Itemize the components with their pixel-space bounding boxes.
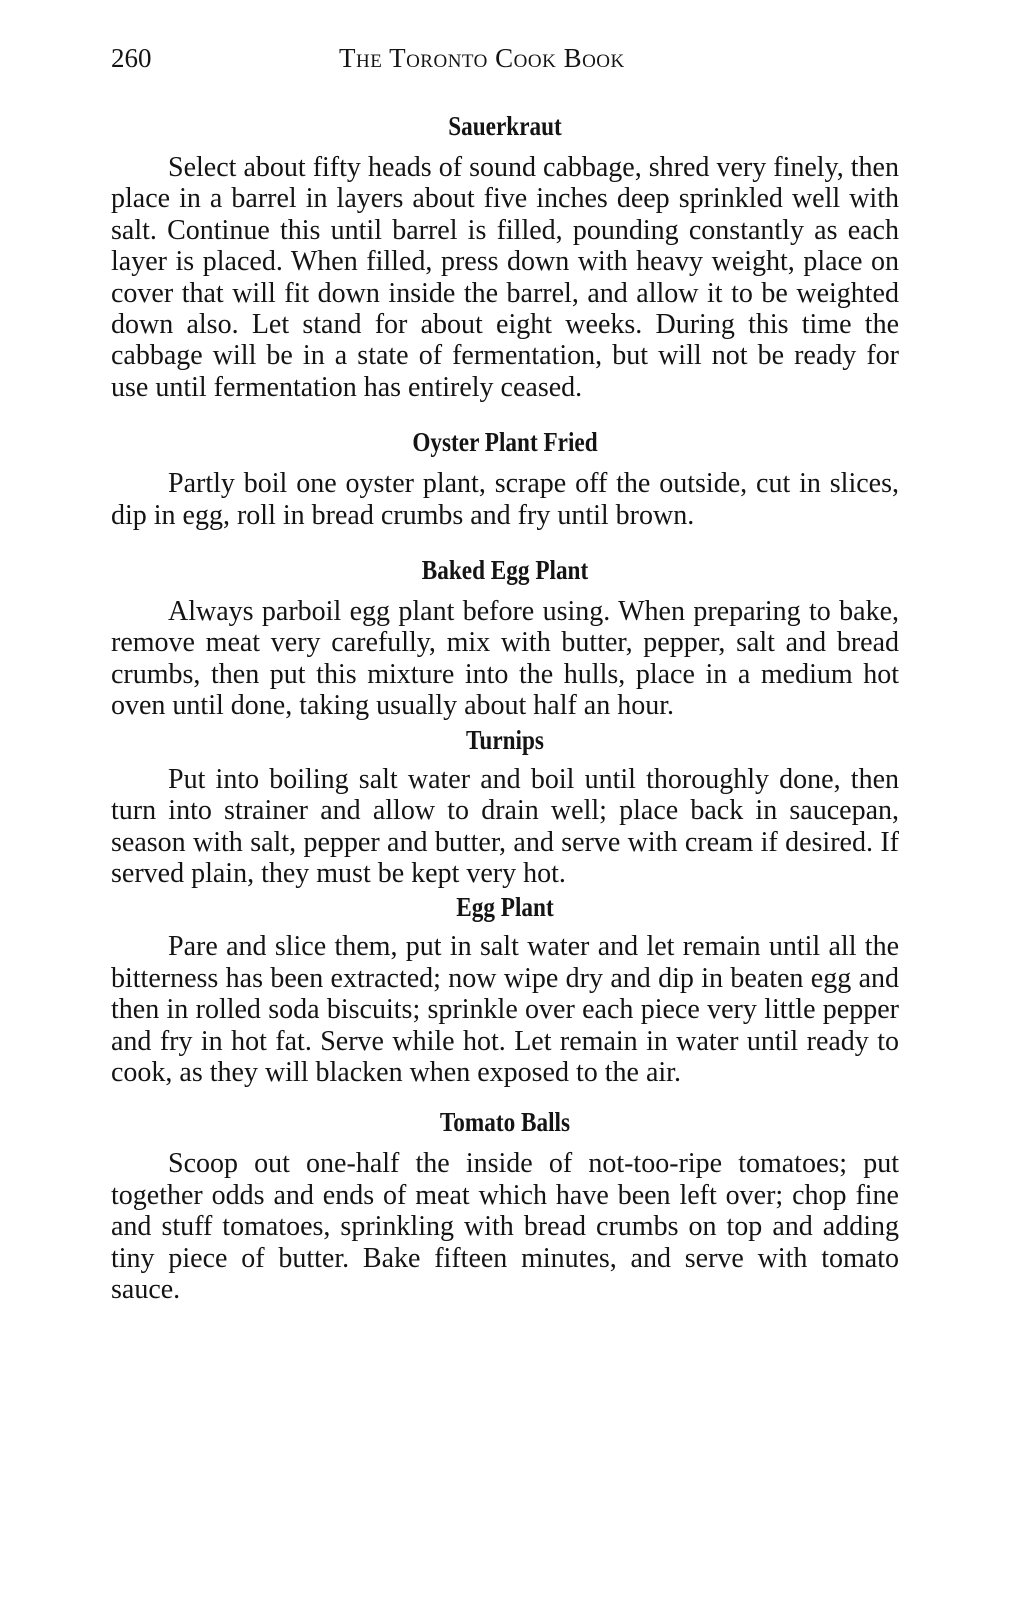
recipe-title: Baked Egg Plant [421, 555, 589, 586]
recipe-body: Put into boiling salt water and boil until thoroughly done, then turn into strainer and allow to drain well; place back in saucepan, season with salt, pepper and butter, and serve with cream if desired. If served plain, they must be kept very hot. [111, 763, 899, 889]
book-title: The Toronto Cook Book [339, 43, 625, 73]
recipe-baked-egg-plant [111, 554, 899, 722]
recipe-tomato-balls [111, 1106, 899, 1305]
recipe-turnips [111, 724, 899, 890]
recipe-egg-plant [111, 891, 899, 1088]
book-page [111, 36, 899, 1305]
page-number: 260 [111, 43, 152, 73]
recipe-sauerkraut [111, 110, 899, 403]
running-head [111, 36, 899, 80]
recipe-body: Pare and slice them, put in salt water and let remain until all the bitterness has been extracted; now wipe dry and dip in beaten egg and then in rolled soda biscuits; sprinkle over each piece very little pepper and fry in hot fat. Serve while hot. Let remain in water until ready to cook, as they will blacken when exposed to the air. [111, 931, 899, 1088]
recipe-title: Oyster Plant Fried [412, 427, 598, 458]
recipe-body: Partly boil one oyster plant, scrape off the outside, cut in slices, dip in egg, roll in bread crumbs and fry until brown. [111, 468, 899, 531]
recipe-body: Select about fifty heads of sound cabbage, shred very finely, then place in a barrel in layers about five inches deep sprinkled well with salt. Continue this until barrel is filled, pounding constantly as each layer is placed. When filled, press down with heavy weight, place on cover that will fit down inside the barrel, and allow it to be weighted down also. Let stand for about eight weeks. During this time the cabbage will be in a state of fermentation, but will not be ready for use until fermentation has entirely ceased. [111, 152, 899, 403]
recipe-title: Tomato Balls [439, 1107, 571, 1138]
recipe-oyster-plant-fried [111, 426, 899, 531]
recipe-title: Turnips [466, 724, 544, 755]
recipe-title: Egg Plant [456, 892, 554, 923]
recipe-body: Always parboil egg plant before using. When preparing to bake, remove meat very carefully, mix with butter, pepper, salt and bread crumbs, then put this mixture into the hulls, place in a medium hot oven until done, taking usually about half an hour. [111, 596, 899, 722]
recipe-title: Sauerkraut [448, 111, 562, 141]
recipe-body: Scoop out one-half the inside of not-too-ripe tomatoes; put together odds and ends of meat which have been left over; chop fine and stuff tomatoes, sprinkling with bread crumbs on top and adding tiny piece of butter. Bake fifteen minutes, and serve with tomato sauce. [111, 1148, 899, 1305]
